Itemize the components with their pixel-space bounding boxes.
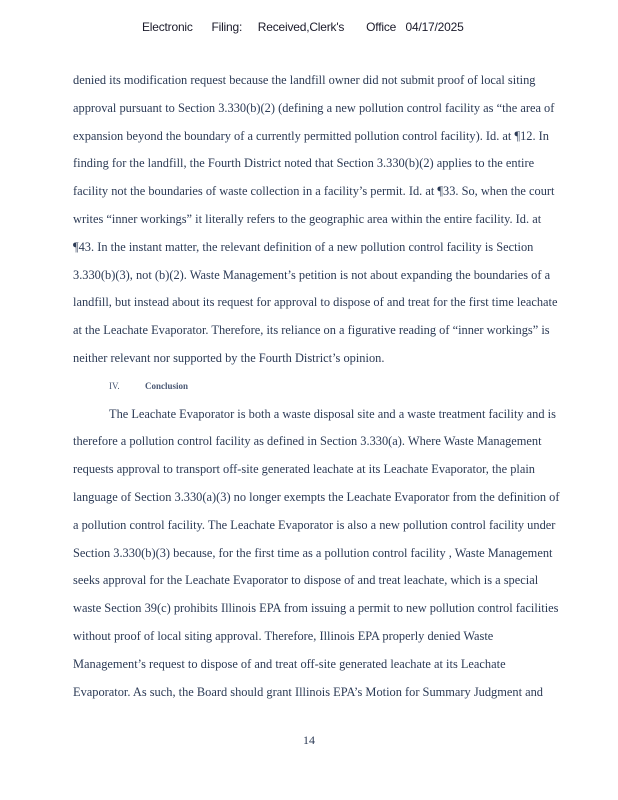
text-line: denied its modification request because the landfill owner did not submit proof of local siting	[73, 73, 536, 87]
text-line: ¶43. In the instant matter, the relevant definition of a new pollution control facility is Section	[73, 239, 534, 254]
text-line: finding for the landfill, the Fourth District noted that Section 3.330(b)(2) applies to the entire	[73, 156, 535, 171]
section-heading	[73, 375, 601, 403]
text-line: neither relevant nor supported by the Fourth District’s opinion.	[73, 350, 385, 365]
document-body	[73, 69, 601, 708]
page-number: 14	[303, 733, 315, 747]
text-line: facility not the boundaries of waste collection in a facility’s permit. Id. at ¶33. So, when the court	[73, 184, 555, 199]
text-line: requests approval to transport off-site generated leachate at its Leachate Evaporator, the plain	[73, 462, 536, 477]
text-line: language of Section 3.330(a)(3) no longer exempts the Leachate Evaporator from the definition of	[73, 489, 560, 504]
text-line: Section 3.330(b)(3) because, for the first time as a pollution control facility , Waste Management	[73, 545, 553, 560]
text-line: landfill, but instead about its request for approval to dispose of and treat for the first time leachate	[73, 295, 558, 310]
text-line: without proof of local siting approval. Therefore, Illinois EPA properly denied Waste	[73, 628, 494, 643]
section-number: IV.	[109, 380, 120, 391]
text-line: Evaporator. As such, the Board should grant Illinois EPA’s Motion for Summary Judgment and	[73, 684, 544, 699]
text-line: writes “inner workings” it literally refers to the geographic area within the entire facility. Id. at	[73, 211, 542, 226]
text-line: therefore a pollution control facility as defined in Section 3.330(a). Where Waste Management	[73, 434, 542, 449]
paragraph-conclusion	[73, 403, 601, 709]
text-line: The Leachate Evaporator is both a waste disposal site and a waste treatment facility and is	[109, 406, 556, 421]
electronic-filing-header: Electronic Filing: Received,Clerk's Office 04/17/2025	[142, 20, 464, 34]
text-line: approval pursuant to Section 3.330(b)(2) (defining a new pollution control facility as “the area of	[73, 100, 555, 115]
text-line: seeks approval for the Leachate Evaporator to dispose of and treat leachate, which is a special	[73, 573, 539, 588]
section-title: Conclusion	[145, 380, 189, 391]
text-line: expansion beyond the boundary of a currently permitted pollution control facility). Id. at ¶12. In	[73, 128, 549, 143]
text-line: at the Leachate Evaporator. Therefore, its reliance on a figurative reading of “inner workings” is	[73, 323, 550, 338]
paragraph-argument	[73, 69, 601, 375]
text-line: waste Section 39(c) prohibits Illinois EPA from issuing a permit to new pollution control facilities	[73, 601, 559, 616]
text-line: Management’s request to dispose of and treat off-site generated leachate at its Leachate	[73, 656, 506, 671]
text-line: 3.330(b)(3), not (b)(2). Waste Management’s petition is not about expanding the boundaries of a	[73, 267, 551, 282]
text-line: a pollution control facility. The Leachate Evaporator is also a new pollution control facility under	[73, 517, 556, 532]
